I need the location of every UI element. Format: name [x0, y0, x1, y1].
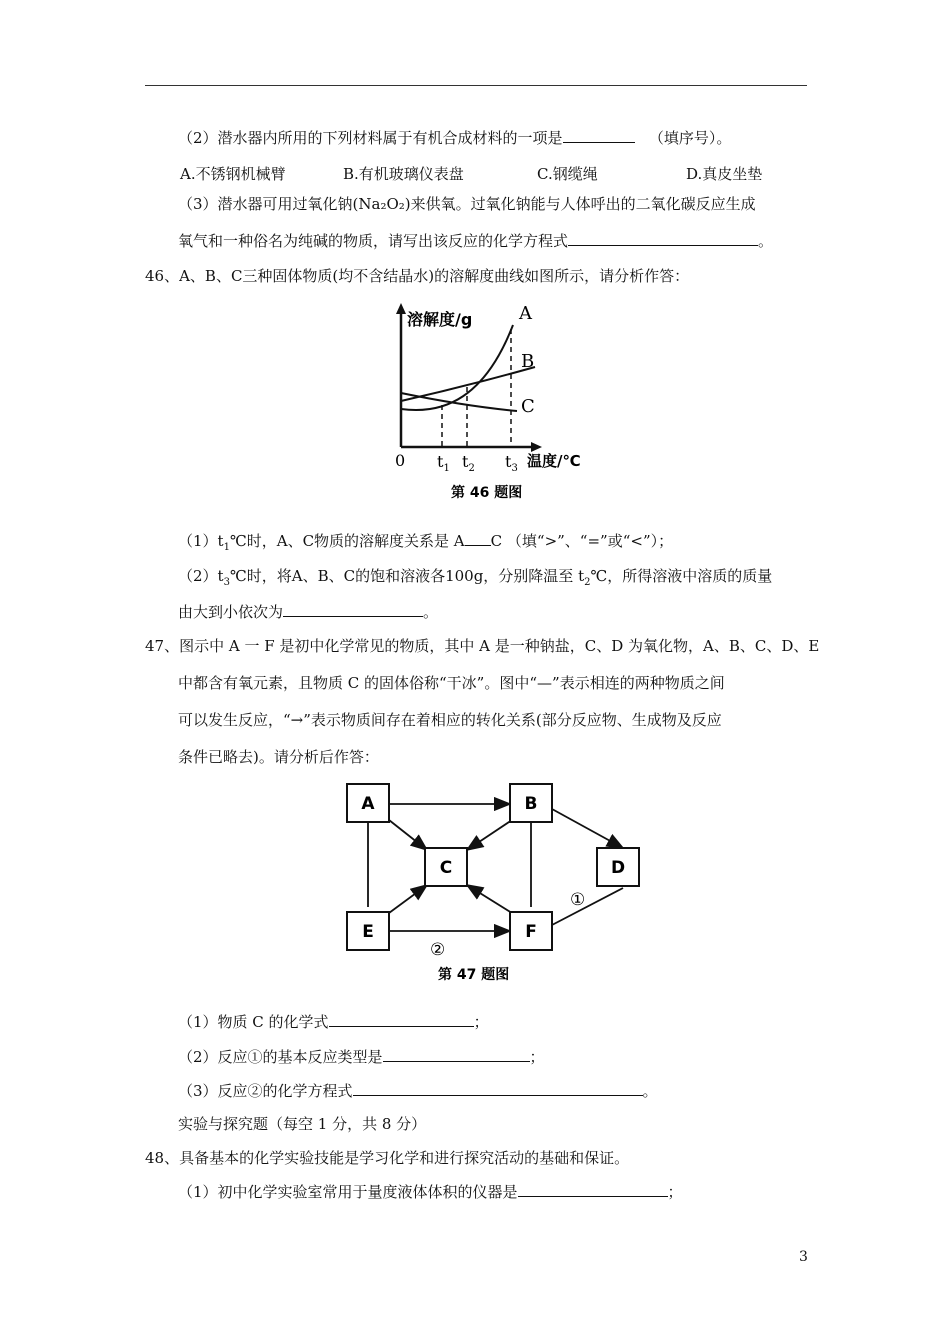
box-d-label: D	[610, 858, 626, 878]
box-f-label: F	[525, 922, 537, 942]
box-a-label: A	[361, 794, 375, 814]
answer-blank[interactable]	[465, 531, 491, 546]
answer-blank[interactable]	[518, 1182, 668, 1197]
curve-b-label: B	[521, 351, 535, 372]
y-axis-label: 溶解度/g	[407, 310, 473, 329]
arrow-e-to-c	[389, 885, 427, 913]
solubility-curve-figure	[385, 297, 595, 507]
arrow-b-to-c	[467, 820, 512, 850]
q47-stem-line2: 中都含有氧元素，且物质 C 的固体俗称“干冰”。图中“—”表示相连的两种物质之间	[178, 674, 725, 692]
q46-stem: 46、A、B、C三种固体物质(均不含结晶水)的溶解度曲线如图所示，请分析作答：	[145, 267, 690, 285]
page-number: 3	[799, 1249, 808, 1265]
arrow-a-to-c	[389, 820, 427, 850]
option-c: C.钢缆绳	[537, 165, 598, 183]
curve-c-label: C	[521, 396, 535, 417]
q46-part2: $(2)t_3℃$时，将A、B、C的饱和溶液各100g，分别降温至 $t_2℃$，所得溶液中溶质的质量	[178, 567, 773, 588]
q47-stem-line1: 47、图示中 A 一 F 是初中化学常见的物质，其中 A 是一种钠盐，C、D 为氧化物，A、B、C、D、E	[145, 637, 820, 655]
q47-part3: （3）反应②的化学方程式 。	[178, 1082, 658, 1100]
section-heading: 实验与探究题（每空 1 分，共 8 分）	[178, 1115, 427, 1133]
box-b-label: B	[524, 794, 538, 814]
x-axis-label: 温度/℃	[527, 452, 581, 470]
tick-t2: $t_2$	[462, 452, 475, 474]
curve-b	[401, 367, 535, 401]
tick-t1: $t_1$	[437, 452, 450, 474]
answer-blank[interactable]	[563, 128, 635, 143]
reaction-2-mark: ②	[430, 940, 446, 960]
tick-t3: $t_3$	[505, 452, 518, 474]
q46-part2-line2: 由大到小依次为 。	[178, 603, 439, 621]
q47-stem-line3: 可以发生反应，“→”表示物质间存在着相应的转化关系(部分反应物、生成物及反应	[178, 711, 722, 729]
option-d: D.真皮坐垫	[686, 165, 763, 183]
header-rule	[145, 85, 807, 86]
curve-c	[401, 393, 517, 411]
answer-blank[interactable]	[353, 1081, 643, 1096]
q45-part2: （2）潜水器内所用的下列材料属于有机合成材料的一项是 （填序号）。	[178, 129, 732, 147]
option-b: B.有机玻璃仪表盘	[343, 165, 464, 183]
answer-blank[interactable]	[568, 231, 758, 246]
option-a: A.不锈钢机械臂	[180, 165, 286, 183]
reaction-diagram-figure	[340, 775, 660, 990]
answer-blank[interactable]	[383, 1047, 530, 1062]
arrow-b-to-d	[552, 809, 623, 848]
figure-46-caption: 第 46 题图	[451, 485, 523, 501]
answer-blank[interactable]	[283, 602, 423, 617]
curve-a-label: A	[519, 303, 532, 324]
q48-part1: （1）初中化学实验室常用于量度液体体积的仪器是 ；	[178, 1183, 683, 1201]
q47-part1: （1）物质 C 的化学式 ；	[178, 1013, 489, 1031]
answer-blank[interactable]	[329, 1012, 474, 1027]
box-c-label: C	[439, 858, 453, 878]
q45-part3-line1: （3）潜水器可用过氧化钠(Na₂O₂)来供氧。过氧化钠能与人体呼出的二氧化碳反应生成	[178, 195, 756, 213]
q47-part2: （2）反应①的基本反应类型是 ；	[178, 1048, 545, 1066]
origin-label: 0	[395, 451, 406, 470]
q47-stem-line4: 条件已略去)。请分析后作答：	[178, 748, 379, 766]
line-d-f	[552, 888, 623, 925]
y-axis-arrow	[396, 303, 406, 314]
arrow-f-to-c	[467, 885, 512, 913]
box-e-label: E	[362, 922, 374, 942]
q48-stem: 48、具备基本的化学实验技能是学习化学和进行探究活动的基础和保证。	[145, 1149, 630, 1167]
x-axis-arrow	[531, 442, 542, 452]
figure-47-caption: 第 47 题图	[438, 967, 510, 983]
reaction-1-mark: ①	[570, 890, 586, 910]
q45-part3-line2: 氧气和一种俗名为纯碱的物质，请写出该反应的化学方程式 。	[178, 232, 774, 250]
q46-part1: $(1)t_1℃$时，A、C物质的溶解度关系是 A C （填“>”、“=”或“<”）；	[178, 532, 674, 553]
